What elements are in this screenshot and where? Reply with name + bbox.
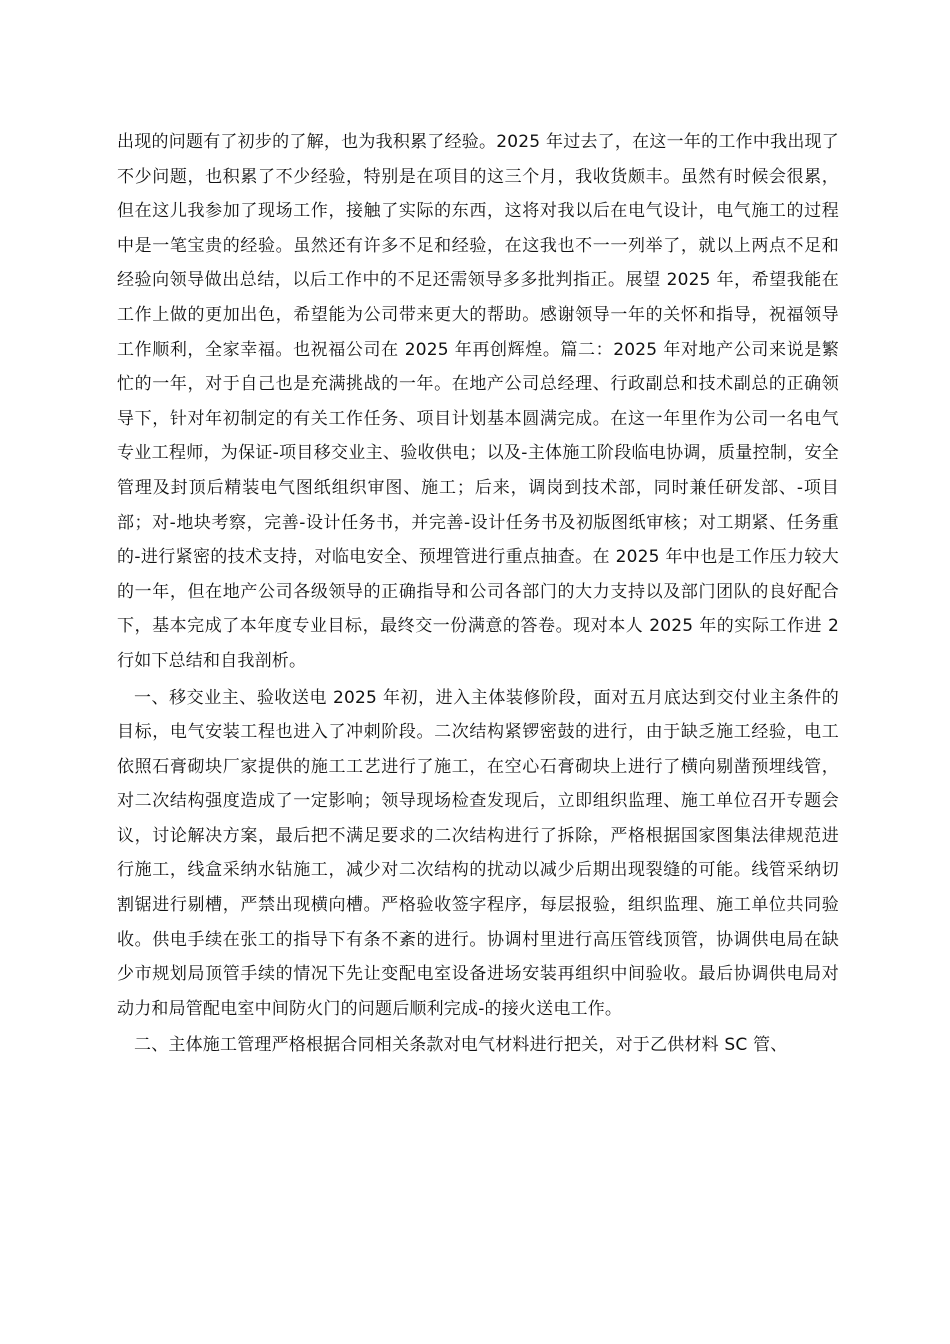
paragraph-section-two: 二、主体施工管理严格根据合同相关条款对电气材料进行把关，对于乙供材料 SC 管、 bbox=[134, 1035, 788, 1056]
paragraph-summary: 出现的问题有了初步的了解，也为我积累了经验。2025 年过去了，在这一年的工作中我出现了不少问题，也积累了不少经验，特别是在项目的这三个月，我收货颇丰。虽然有时候会很累，但在这儿我参加了现场工作，接触了实际的东西，这将对我以后在电气设计，电气施工的过程中是一笔宝贵的经验。虽然还有许多不足和经验，在这我也不一一列举了，就以上两点不足和经验向领导做出总结，以后工作中的不足还需领导多多批判指正。展望 2025 年，希望我能在工作上做的更加出色，希望能为公司带来更大的帮助。感谢领导一年的关怀和指导，祝福领导工作顺利，全家幸福。也祝福公司在 2025 年再创辉煌。篇二：2025 年对地产公司来说是繁忙的一年，对于自己也是充满挑战的一年。在地产公司总经理、行政副总和技术副总的正确领导下，针对年初制定的有关工作任务、项目计划基本圆满完成。在这一年里作为公司一名电气专业工程师，为保证-项目移交业主、验收供电；以及-主体施工阶段临电协调，质量控制，安全管理及封顶后精装电气图纸组织审图、施工；后来，调岗到技术部，同时兼任研发部、-项目部；对-地块考察，完善-设计任务书，并完善-设计任务书及初版图纸审核；对工期紧、任务重的-进行紧密的技术支持，对临电安全、预埋管进行重点抽查。在 2025 年中也是工作压力较大的一年，但在地产公司各级领导的正确指导和公司各部门的大力支持以及部门团队的良好配合下，基本完成了本年度专业目标，最终交一份满意的答卷。现对本人 2025 年的实际工作进 2 行如下总结和自我剖析。 bbox=[117, 132, 839, 671]
document-body bbox=[117, 125, 839, 1063]
paragraph-section-one: 一、移交业主、验收送电 2025 年初，进入主体装修阶段，面对五月底达到交付业主条件的目标，电气安装工程也进入了冲刺阶段。二次结构紧锣密鼓的进行，由于缺乏施工经验，电工依照石膏砌块厂家提供的施工工艺进行了施工，在空心石膏砌块上进行了横向剔凿预埋线管，对二次结构强度造成了一定影响；领导现场检查发现后，立即组织监理、施工单位召开专题会议，讨论解决方案，最后把不满足要求的二次结构进行了拆除，严格根据国家图集法律规范进行施工，线盒采纳水钻施工，减少对二次结构的扰动以减少后期出现裂缝的可能。线管采纳切割锯进行剔槽，严禁出现横向槽。严格验收签字程序，每层报验，组织监理、施工单位共同验收。供电手续在张工的指导下有条不紊的进行。协调村里进行高压管线顶管，协调供电局在缺少市规划局顶管手续的情况下先让变配电室设备进场安装再组织中间验收。最后协调供电局对动力和局管配电室中间防火门的问题后顺利完成-的接火送电工作。 bbox=[117, 687, 839, 1019]
